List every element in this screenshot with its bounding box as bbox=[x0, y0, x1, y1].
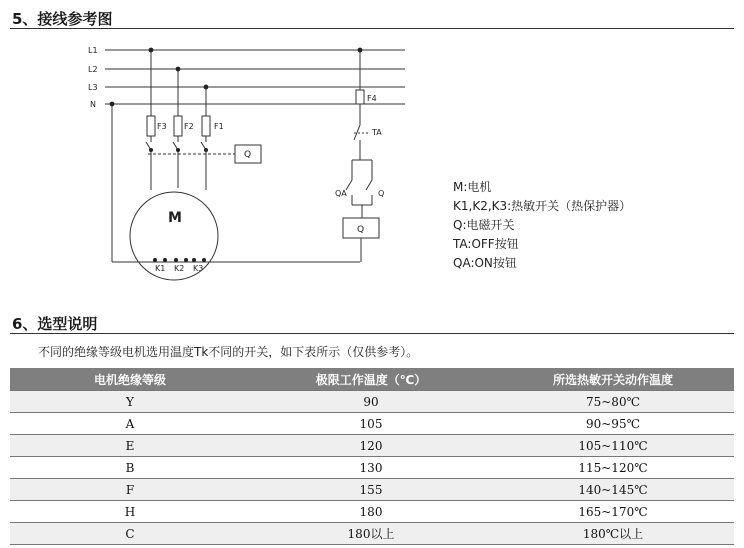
thermal-label-k2: K2 bbox=[174, 264, 185, 273]
column-header: 极限工作温度（℃） bbox=[250, 368, 492, 391]
legend-item: M:电机 bbox=[453, 180, 492, 194]
thermal-label-k1: K1 bbox=[155, 264, 166, 273]
column-header: 所选热敏开关动作温度 bbox=[492, 368, 734, 391]
table-cell: 90~95℃ bbox=[492, 413, 734, 435]
fuse-label-f2: F2 bbox=[184, 122, 194, 131]
table-row bbox=[10, 523, 734, 545]
section-6-intro: 不同的绝缘等级电机选用温度Tk不同的开关，如下表所示（仅供参考）。 bbox=[38, 345, 419, 359]
table-cell: 180以上 bbox=[250, 523, 492, 545]
table-cell: H bbox=[10, 501, 250, 523]
table-row bbox=[10, 435, 734, 457]
table-cell: 140~145℃ bbox=[492, 479, 734, 501]
coil-label: Q bbox=[357, 225, 365, 235]
table-cell: 115~120℃ bbox=[492, 457, 734, 479]
table-cell: E bbox=[10, 435, 250, 457]
ta-label: TA bbox=[372, 128, 382, 137]
diagram-legend bbox=[453, 178, 631, 273]
table-cell: 105 bbox=[250, 413, 492, 435]
section-6-rule bbox=[10, 333, 734, 334]
table-cell: 90 bbox=[250, 391, 492, 413]
section-6-title: 6、选型说明 bbox=[12, 315, 98, 333]
legend-item: QA:ON按钮 bbox=[453, 256, 517, 270]
table-row bbox=[10, 479, 734, 501]
table-cell: 130 bbox=[250, 457, 492, 479]
table-cell: 180℃以上 bbox=[492, 523, 734, 545]
bus-label-l1: L1 bbox=[88, 46, 98, 55]
table-cell: 155 bbox=[250, 479, 492, 501]
fuse-label-f4: F4 bbox=[367, 94, 377, 103]
q-contact-label: Q bbox=[378, 189, 385, 198]
wiring-diagram bbox=[0, 30, 440, 290]
table-cell: 165~170℃ bbox=[492, 501, 734, 523]
table-row bbox=[10, 413, 734, 435]
bus-label-n: N bbox=[90, 100, 96, 109]
table-cell: Y bbox=[10, 391, 250, 413]
table-cell: C bbox=[10, 523, 250, 545]
thermal-label-k3: K3 bbox=[193, 264, 204, 273]
qa-label: QA bbox=[335, 189, 347, 198]
table-cell: 105~110℃ bbox=[492, 435, 734, 457]
table-cell: 75~80℃ bbox=[492, 391, 734, 413]
fuse-label-f3: F3 bbox=[157, 122, 167, 131]
section-5-title: 5、接线参考图 bbox=[12, 10, 113, 28]
table-cell: A bbox=[10, 413, 250, 435]
legend-item: K1,K2,K3:热敏开关（热保护器） bbox=[453, 199, 632, 213]
column-header: 电机绝缘等级 bbox=[10, 368, 250, 391]
legend-item: TA:OFF按钮 bbox=[453, 237, 519, 251]
table-row bbox=[10, 391, 734, 413]
table-cell: 180 bbox=[250, 501, 492, 523]
motor-label: M bbox=[168, 210, 182, 226]
table-cell: B bbox=[10, 457, 250, 479]
table-cell: 120 bbox=[250, 435, 492, 457]
table-row bbox=[10, 457, 734, 479]
table-header-row bbox=[10, 368, 734, 391]
selection-table bbox=[10, 368, 734, 545]
table-row bbox=[10, 501, 734, 523]
table-cell: F bbox=[10, 479, 250, 501]
bus-label-l3: L3 bbox=[88, 83, 98, 92]
bus-label-l2: L2 bbox=[88, 65, 98, 74]
legend-item: Q:电磁开关 bbox=[453, 218, 515, 232]
section-5-rule bbox=[10, 28, 734, 29]
fuse-label-f1: F1 bbox=[214, 122, 224, 131]
contactor-label: Q bbox=[244, 150, 252, 160]
